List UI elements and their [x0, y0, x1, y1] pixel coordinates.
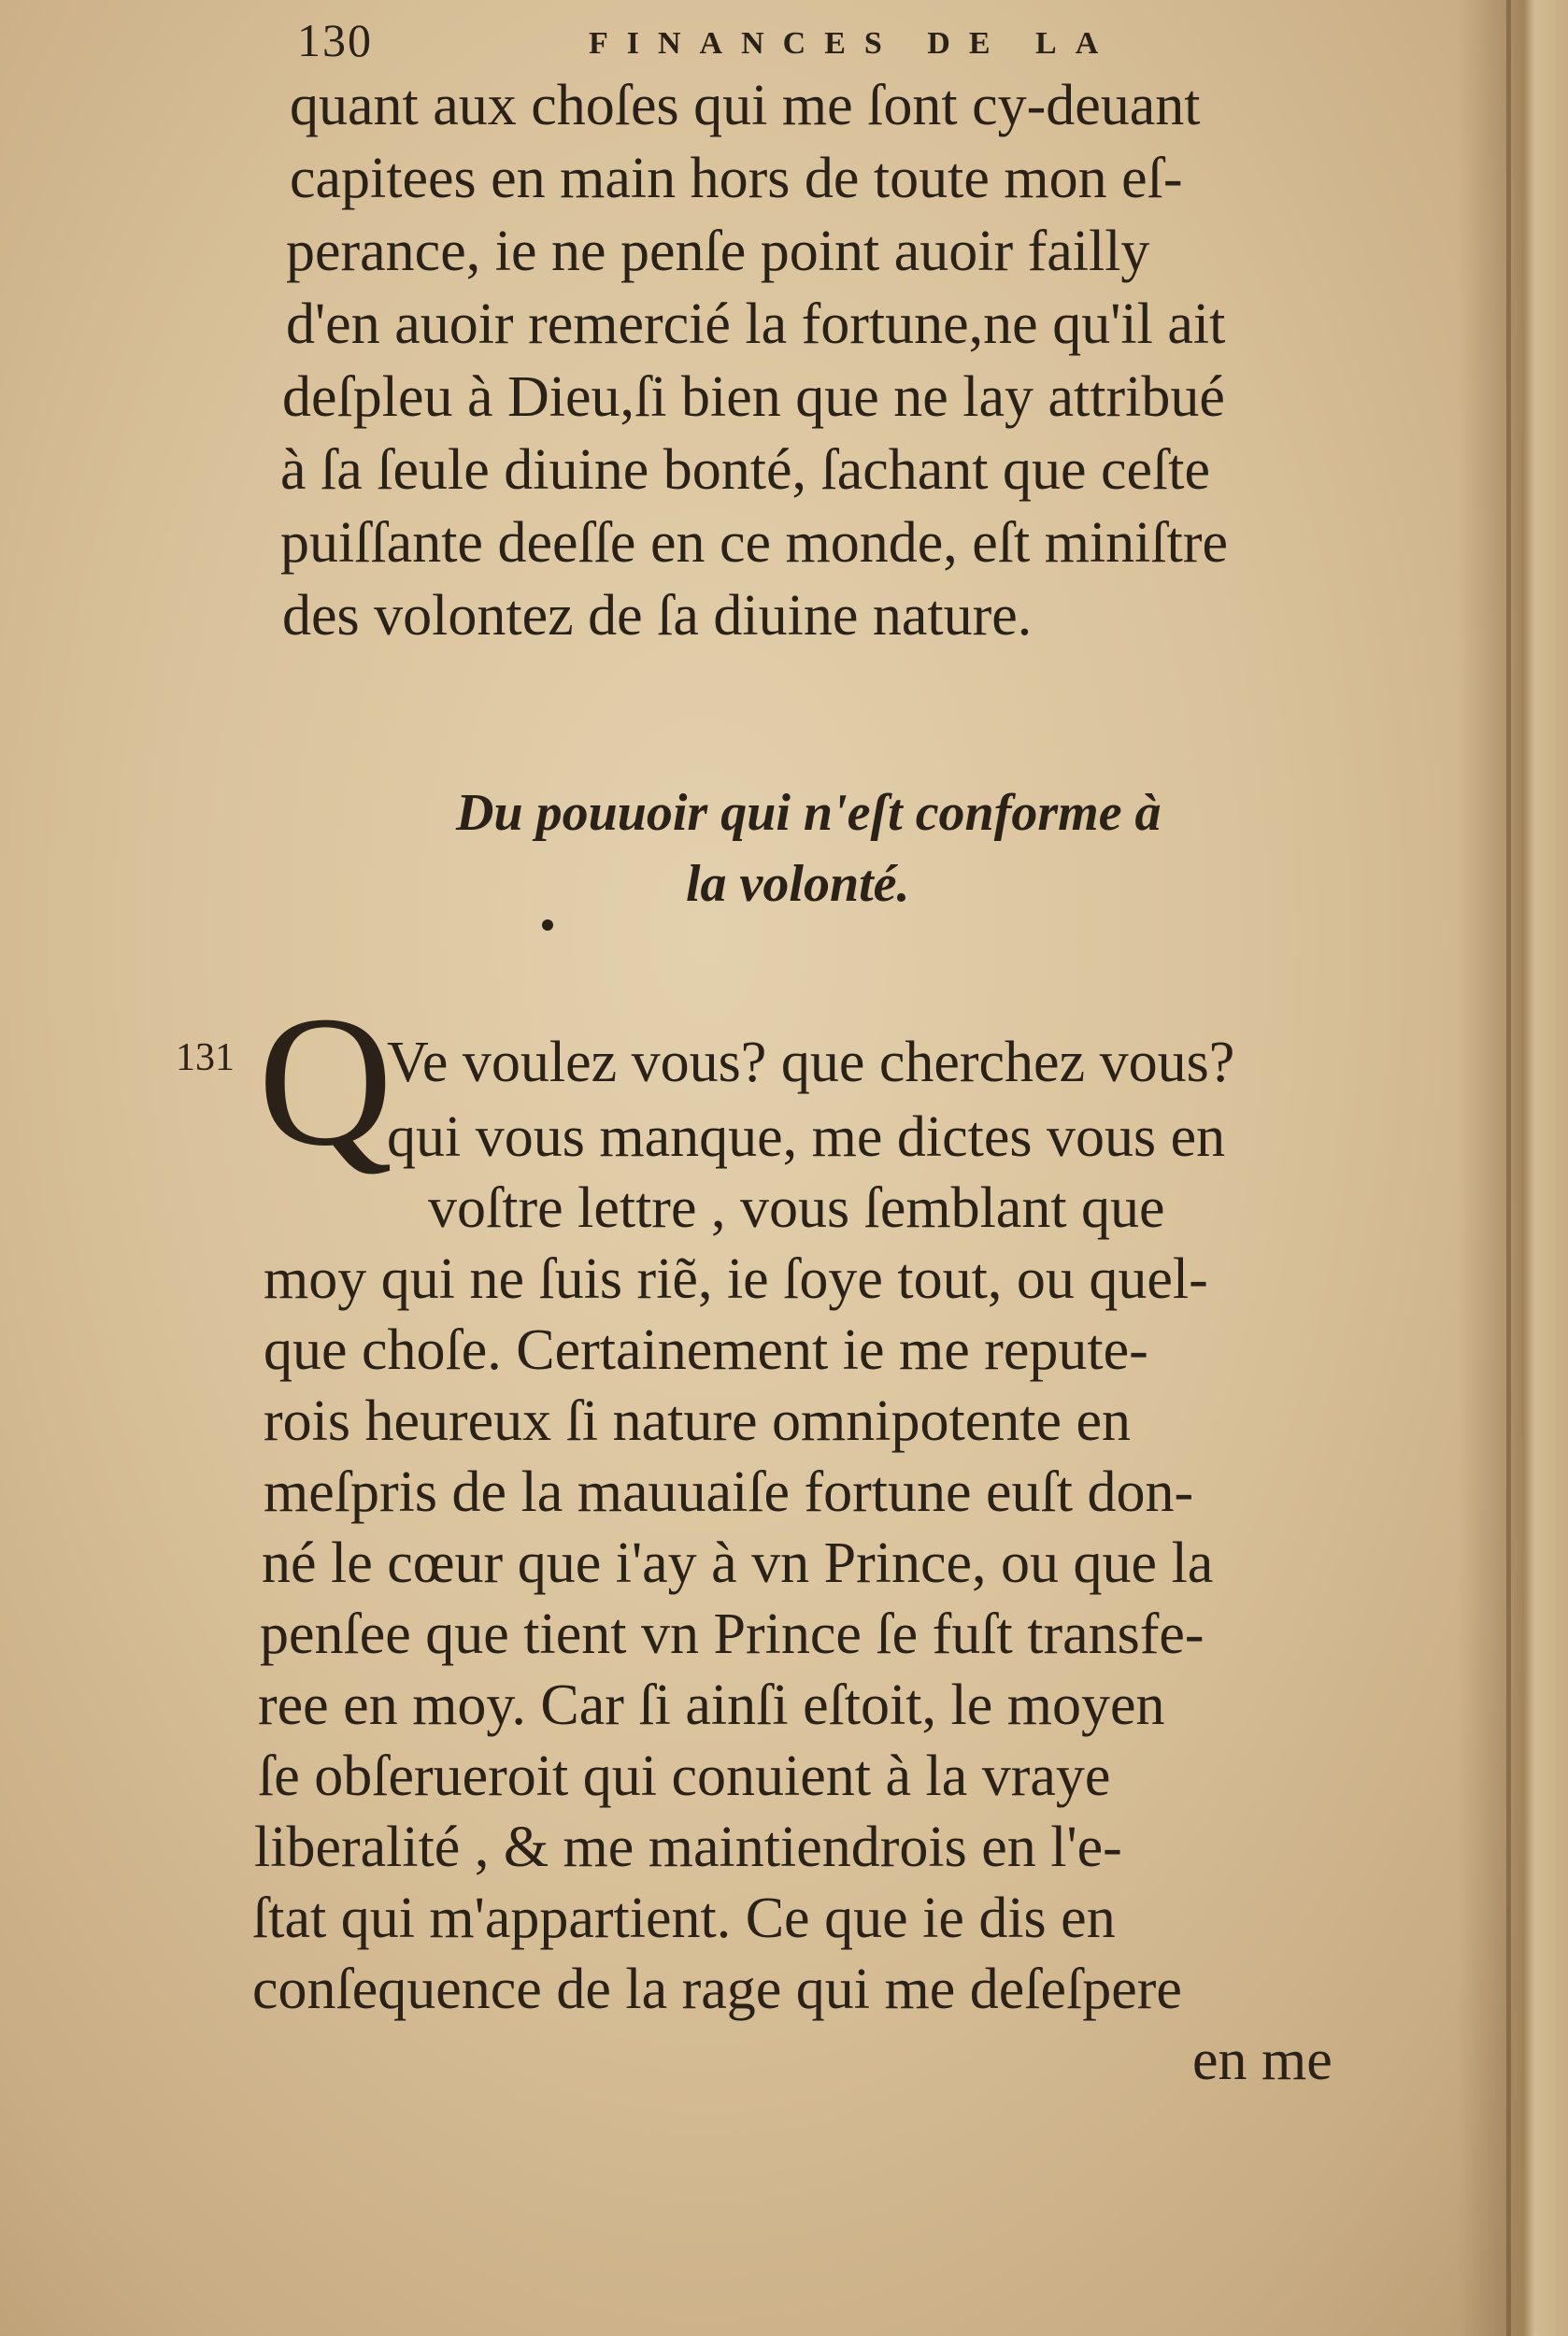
text-line: moy qui ne ſuis riẽ, ie ſoye tout, ou quel-	[264, 1247, 1208, 1311]
text-line: voſtre lettre , vous ſemblant que	[428, 1176, 1165, 1240]
text-line: que choſe. Certainement ie me repute-	[264, 1318, 1148, 1382]
text-line: d'en auoir remercié la fortune,ne qu'il ait	[286, 292, 1226, 356]
running-head: FINANCES DE LA	[589, 26, 1118, 61]
text-line: liberalité , & me maintiendrois en l'e-	[254, 1816, 1122, 1879]
text-line: conſequence de la rage qui me deſeſpere	[252, 1958, 1182, 2021]
page-gutter	[1458, 0, 1568, 2336]
text-line: meſpris de la mauuaiſe fortune euſt don-	[264, 1460, 1194, 1524]
text-line: deſpleu à Dieu,ſi bien que ne lay attribué	[282, 365, 1225, 429]
catchword: en me	[1192, 2029, 1333, 2092]
spine-edge	[1506, 0, 1511, 2336]
text-line: puiſſante deeſſe en ce monde, eſt miniſtre	[280, 511, 1229, 575]
text-line: penſee que tient vn Prince ſe fuſt transfe-	[260, 1602, 1205, 1666]
text-line: capitees en main hors de toute mon eſ-	[290, 147, 1183, 210]
text-line: des volontez de ſa diuine nature.	[282, 584, 1033, 648]
text-line: qui vous manque, me dictes vous en	[387, 1105, 1226, 1169]
page-header	[297, 13, 1232, 69]
text-line: ſtat qui m'appartient. Ce que ie dis en	[252, 1887, 1116, 1950]
text-line: quant aux choſes qui me ſont cy-deuant	[290, 74, 1201, 137]
text-line: né le cœur que i'ay à vn Prince, ou que la	[262, 1531, 1214, 1595]
text-line: ſe obſerueroit qui conuient à la vraye	[258, 1745, 1111, 1808]
text-line: ree en moy. Car ſi ainſi eſtoit, le moyen	[258, 1674, 1165, 1737]
text-line: à ſa ſeule diuine bonté, ſachant que ceſte	[280, 438, 1210, 502]
page-number: 130	[297, 14, 373, 66]
text-line: rois heureux ſi nature omnipotente en	[264, 1389, 1132, 1453]
drop-cap: Q	[258, 978, 393, 1185]
text-line: perance, ie ne penſe point auoir failly	[286, 220, 1150, 283]
heading-line: la volonté.	[686, 855, 910, 913]
margin-number: 131	[176, 1036, 235, 1079]
text-line: Ve voulez vous? que cherchez vous?	[387, 1031, 1235, 1094]
heading-line: Du pouuoir qui n'eſt conforme à	[456, 784, 1162, 842]
ornament-dot	[542, 919, 553, 931]
